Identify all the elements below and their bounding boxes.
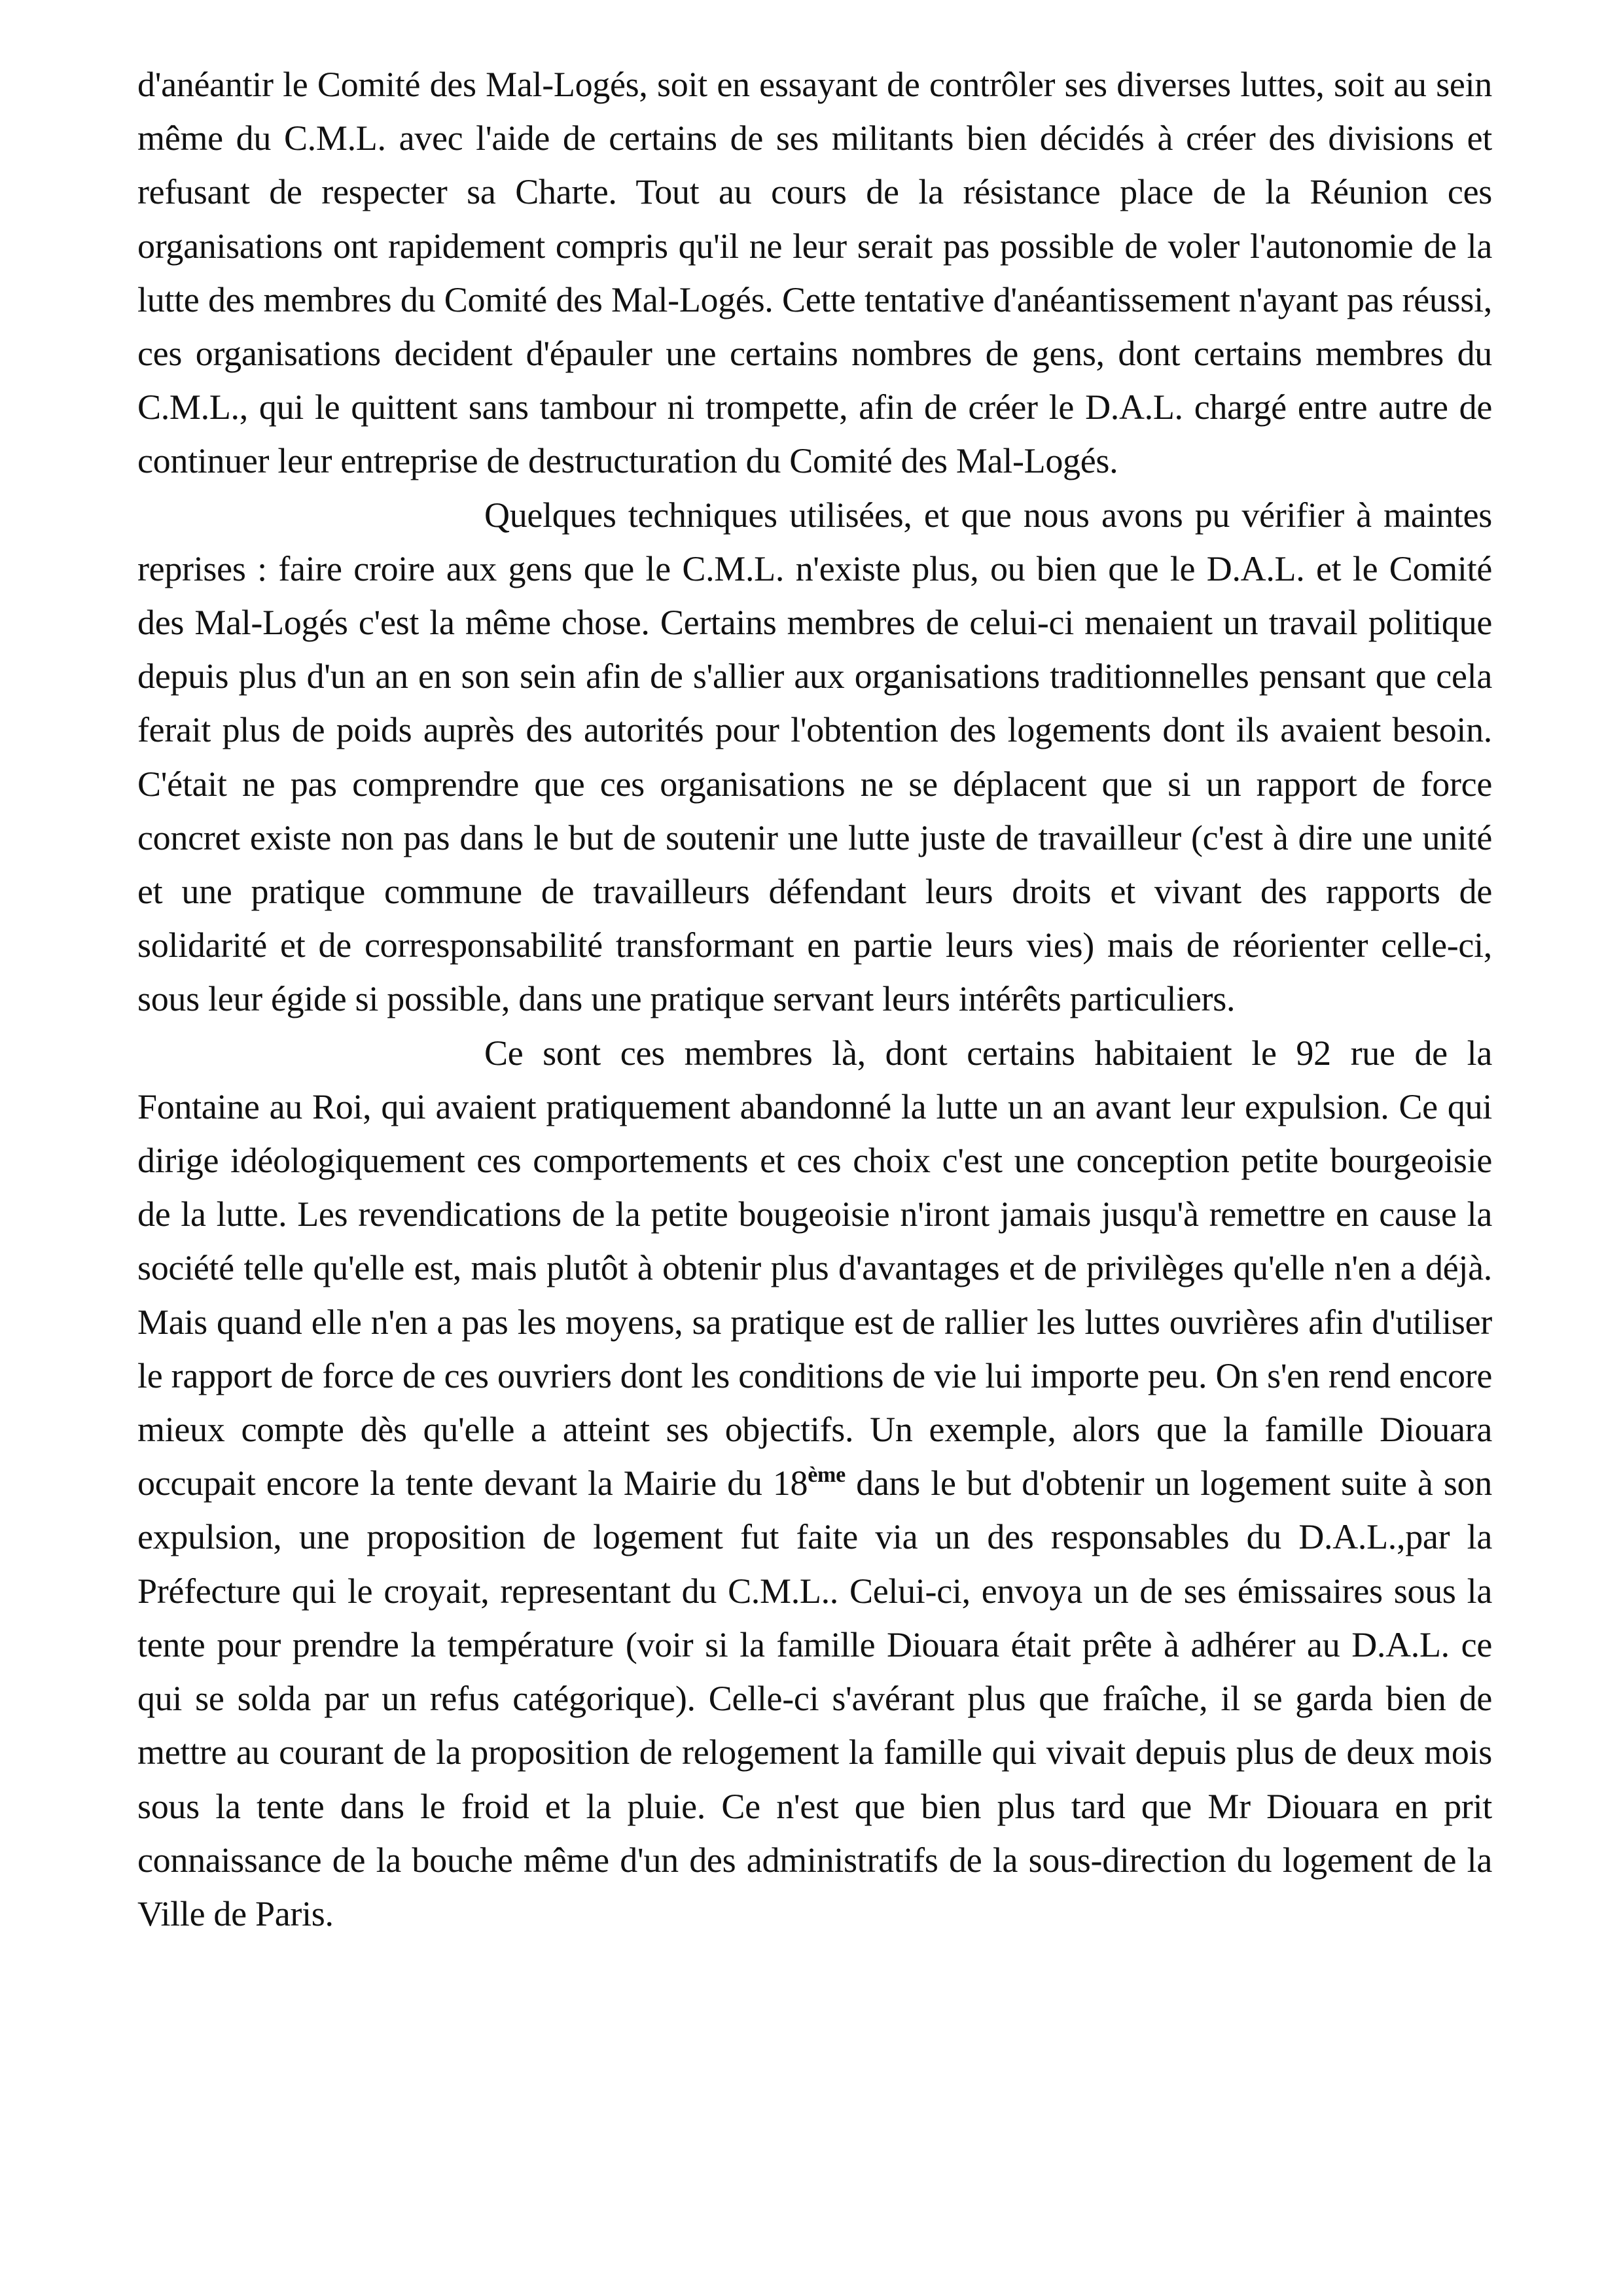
paragraph-2-text: Quelques techniques utilisées, et que nous avons pu vérifier à maintes reprises : faire croire aux gens que le C.M.L. n'existe plus, ou bien que le D.A.L. et le Comité des Mal-Logés c'est la même chose. Certains membres de celui-ci menaient un travail politique depuis plus d'un an en son sein afin de s'allier aux organisations traditionnelles pensant que cela ferait plus de poids auprès des autorités pour l'obtention des logements dont ils avaient besoin. C'était ne pas comprendre que ces organisations ne se déplacent que si un rapport de force concret existe non pas dans le but de soutenir une lutte juste de travailleur (c'est à dire une unité et une pratique commune de travailleurs défendant leurs droits et vivant des rapports de solidarité et de corresponsabilité transformant en partie leurs vies) mais de réorienter celle-ci, sous leur égide si possible, dans une pratique servant leurs intérêts particuliers.	[137, 495, 1492, 1019]
paragraph-3-text-after: dans le but d'obtenir un logement suite à son expulsion, une proposition de logement fut faite via un des responsables du D.A.L.,par la Préfecture qui le croyait, representant du C.M.L.. Celui-ci, envoya un de ses émissaires sous la tente pour prendre la température (voir si la famille Diouara était prête à adhérer au D.A.L. ce qui se solda par un refus catégorique). Celle-ci s'avérant plus que fraîche, il se garda bien de mettre au courant de la proposition de relogement la famille qui vivait depuis plus de deux mois sous la tente dans le froid et la pluie. Ce n'est que bien plus tard que Mr Diouara en prit connaissance de la bouche même d'un des administratifs de la sous-direction du logement de la Ville de Paris.	[137, 1463, 1492, 1933]
paragraph-2	[137, 488, 1492, 1026]
paragraph-3	[137, 1026, 1492, 1941]
paragraph-3-text-before: Ce sont ces membres là, dont certains habitaient le 92 rue de la Fontaine au Roi, qui avaient pratiquement abandonné la lutte un an avant leur expulsion. Ce qui dirige idéologiquement ces comportements et ces choix c'est une conception petite bourgeoisie de la lutte. Les revendications de la petite bougeoisie n'iront jamais jusqu'à remettre en cause la société telle qu'elle est, mais plutôt à obtenir plus d'avantages et de privilèges qu'elle n'en a déjà. Mais quand elle n'en a pas les moyens, sa pratique est de rallier les luttes ouvrières afin d'utiliser le rapport de force de ces ouvriers dont les conditions de vie lui importe peu. On s'en rend encore mieux compte dès qu'elle a atteint ses objectifs. Un exemple, alors que la famille Diouara occupait encore la tente devant la Mairie du 18	[137, 1033, 1492, 1503]
paragraph-1	[137, 58, 1492, 488]
document-page	[137, 58, 1492, 1941]
ordinal-superscript: ème	[808, 1463, 846, 1488]
paragraph-1-text: d'anéantir le Comité des Mal-Logés, soit en essayant de contrôler ses diverses luttes, soit au sein même du C.M.L. avec l'aide de certains de ses militants bien décidés à créer des divisions et refusant de respecter sa Charte. Tout au cours de la résistance place de la Réunion ces organisations ont rapidement compris qu'il ne leur serait pas possible de voler l'autonomie de la lutte des membres du Comité des Mal-Logés. Cette tentative d'anéantissement n'ayant pas réussi, ces organisations decident d'épauler une certains nombres de gens, dont certains membres du C.M.L., qui le quittent sans tambour ni trompette, afin de créer le D.A.L. chargé entre autre de continuer leur entreprise de destructuration du Comité des Mal-Logés.	[137, 65, 1492, 481]
